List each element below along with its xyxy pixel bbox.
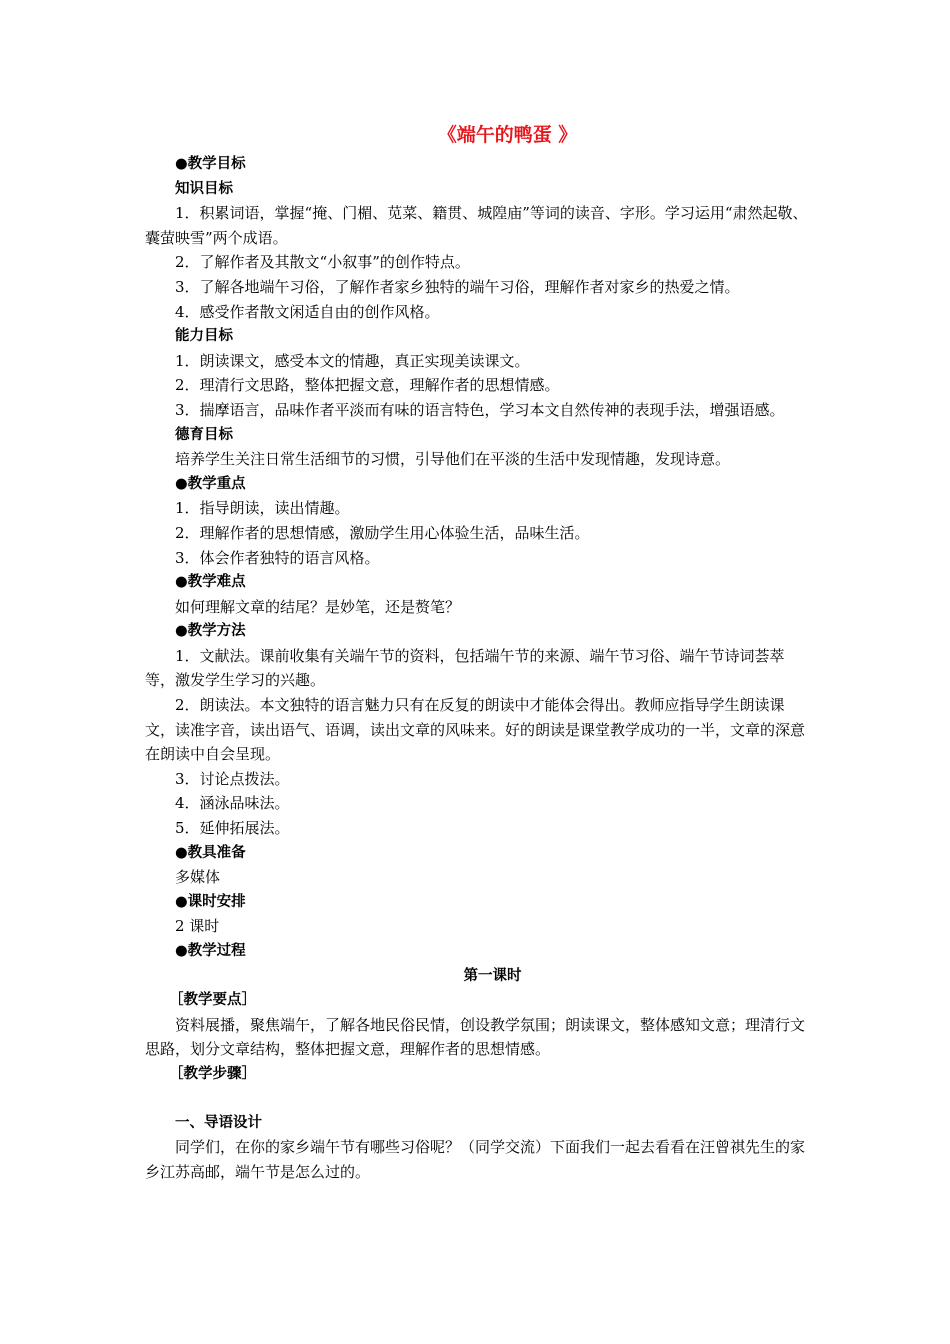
difficulty-item-1: 如何理解文章的结尾？是妙笔，还是赘笔？ <box>175 597 461 616</box>
document-title: 《端午的鸭蛋 》 <box>437 124 578 146</box>
hours-item-1: 2 课时 <box>175 917 220 936</box>
method-item-1: 1．文献法。课前收集有关端午节的资料，包括端午节的来源、端午节习俗、端午节诗词荟萃等，激发学生学习的兴趣。 <box>145 646 785 690</box>
focus-item-2: 2．理解作者的思想情感，激励学生用心体验生活，品味生活。 <box>175 523 590 542</box>
method-item-5: 5．延伸拓展法。 <box>175 819 290 838</box>
tools-item-1: 多媒体 <box>175 868 221 887</box>
knowledge-heading: 知识目标 <box>175 180 233 197</box>
steps-heading: ［教学步骤］ <box>169 1065 256 1082</box>
method-heading: ●教学方法 <box>175 623 246 640</box>
hours-heading: ●课时安排 <box>175 893 246 910</box>
focus-heading: ●教学重点 <box>175 475 246 492</box>
method-item-2: 2．朗读法。本文独特的语言魅力只有在反复的朗读中才能体会得出。教师应指导学生朗读课文，读准字音，读出语气、语调，读出文章的风味来。好的朗读是课堂教学成功的一半，文章的深意在朗读中自会呈现。 <box>145 696 806 764</box>
document-page <box>145 122 810 1184</box>
moral-item-1: 培养学生关注日常生活细节的习惯，引导他们在平淡的生活中发现情趣，发现诗意。 <box>175 450 731 469</box>
ability-item-2: 2．理清行文思路，整体把握文意，理解作者的思想情感。 <box>175 376 560 395</box>
tools-heading: ●教具准备 <box>175 844 246 861</box>
step-one-item-1: 同学们，在你的家乡端午节有哪些习俗呢？（同学交流）下面我们一起去看看在汪曾祺先生的家乡江苏高邮，端午节是怎么过的。 <box>145 1138 806 1181</box>
spacer <box>145 1087 810 1111</box>
focus-item-1: 1．指导朗读，读出情趣。 <box>175 499 350 518</box>
knowledge-item-1: 1．积累词语，掌握“掩、门楣、苋菜、籍贯、城隍庙”等词的读音、字形。学习运用“肃然起敬、囊萤映雪”两个成语。 <box>145 204 808 247</box>
difficulty-heading: ●教学难点 <box>175 574 246 591</box>
moral-heading: 德育目标 <box>175 426 233 443</box>
knowledge-item-3: 3．了解各地端午习俗，了解作者家乡独特的端午习俗，理解作者对家乡的热爱之情。 <box>175 277 740 296</box>
ability-item-3: 3．揣摩语言，品味作者平淡而有味的语言特色，学习本文自然传神的表现手法，增强语感。 <box>175 400 785 419</box>
ability-item-1: 1．朗读课文，感受本文的情趣，真正实现美读课文。 <box>175 351 530 370</box>
step-one-heading: 一、导语设计 <box>175 1114 262 1131</box>
objectives-heading: ●教学目标 <box>175 156 246 172</box>
focus-item-3: 3．体会作者独特的语言风格。 <box>175 548 380 567</box>
method-item-4: 4．涵泳品味法。 <box>175 794 290 813</box>
process-heading: ●教学过程 <box>175 943 246 959</box>
key-points-heading: ［教学要点］ <box>169 992 256 1009</box>
method-item-3: 3．讨论点拨法。 <box>175 769 290 788</box>
key-points-item-1: 资料展播，聚焦端午，了解各地民俗民情，创设教学氛围；朗读课文，整体感知文意；理清行文思路，划分文章结构，整体把握文意，理解作者的思想情感。 <box>145 1015 806 1059</box>
ability-heading: 能力目标 <box>175 328 233 345</box>
lesson-one-heading: 第一课时 <box>463 967 522 984</box>
knowledge-item-4: 4．感受作者散文闲适自由的创作风格。 <box>175 302 440 321</box>
knowledge-item-2: 2．了解作者及其散文“小叙事”的创作特点。 <box>175 253 470 272</box>
